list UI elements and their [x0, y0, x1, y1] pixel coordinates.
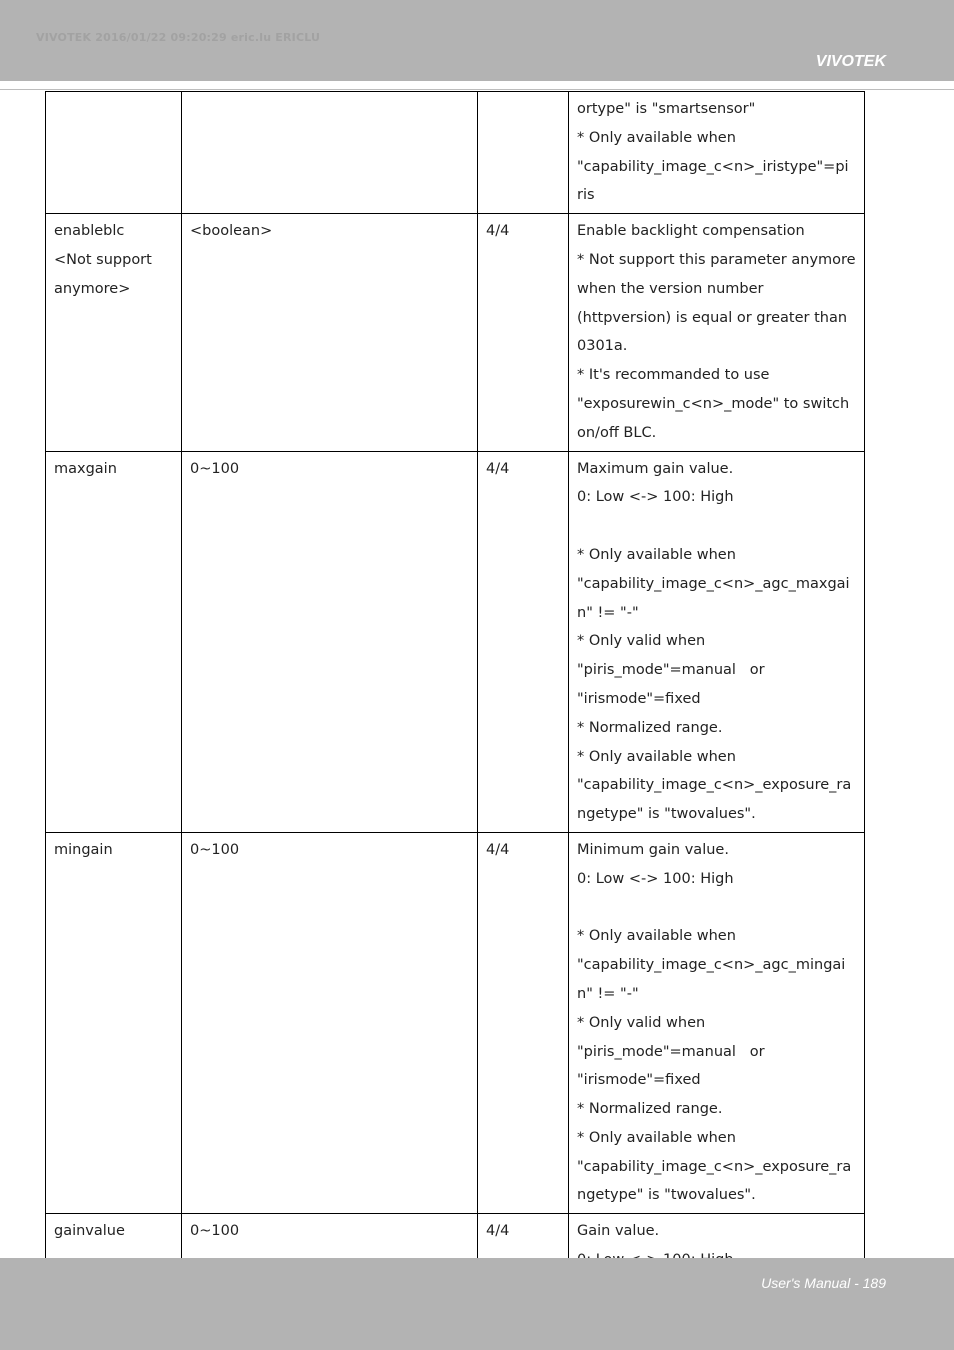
cell-line: Enable backlight compensation — [577, 223, 805, 240]
cell-line: when the version number — [577, 280, 764, 297]
cell-line: * Only valid when — [577, 633, 706, 650]
cell-line — [577, 512, 856, 541]
cell-line: 0301a. — [577, 338, 628, 355]
table-row — [46, 214, 865, 451]
cell-line: ngetype" is "twovalues". — [577, 806, 756, 823]
cell-line: anymore> — [54, 280, 131, 297]
cell-line: * Only available when — [577, 129, 736, 146]
cell-line: "irismode"=fixed — [577, 690, 701, 707]
param-value-cell — [182, 92, 478, 214]
param-description-cell — [569, 451, 865, 832]
cell-line: * Only available when — [577, 546, 736, 563]
cell-line: 0: Low <-> 100: High — [577, 489, 734, 506]
cell-line: gainvalue — [54, 1223, 125, 1240]
cell-line — [577, 894, 856, 923]
param-description-cell — [569, 92, 865, 214]
brand-logo: VIVOTEK — [815, 53, 886, 70]
cell-line: n" != "-" — [577, 985, 639, 1002]
param-security-cell — [478, 832, 569, 1213]
cell-line: 0~100 — [190, 841, 240, 858]
cell-line: ortype" is "smartsensor" — [577, 101, 756, 117]
cell-line: 0: Low <-> 100: High — [577, 870, 734, 887]
cell-line: mingain — [54, 841, 113, 858]
cell-line: Maximum gain value. — [577, 460, 734, 477]
cell-line: n" != "-" — [577, 604, 639, 621]
header-divider — [0, 89, 954, 90]
param-value-cell — [182, 832, 478, 1213]
param-name-cell — [46, 92, 182, 214]
cell-line: ris — [577, 187, 595, 204]
parameter-table — [45, 91, 865, 1279]
page-number: User's Manual - 189 — [761, 1275, 886, 1291]
cell-line: <boolean> — [190, 223, 273, 240]
cell-line: "capability_image_c<n>_agc_maxgai — [577, 575, 850, 592]
cell-line: "piris_mode"=manual or — [577, 1043, 765, 1060]
cell-line: 4/4 — [486, 223, 510, 240]
table-row — [46, 832, 865, 1213]
cell-line: maxgain — [54, 460, 117, 477]
cell-line: "irismode"=fixed — [577, 1072, 701, 1089]
param-security-cell — [478, 92, 569, 214]
cell-line: * Not support this parameter anymore — [577, 251, 856, 268]
cell-line: (httpversion) is equal or greater than — [577, 309, 848, 326]
page-header — [0, 0, 954, 81]
cell-line: 4/4 — [486, 841, 510, 858]
param-security-cell — [478, 451, 569, 832]
cell-line: <Not support — [54, 251, 152, 268]
cell-line: * Only valid when — [577, 1014, 706, 1031]
param-value-cell — [182, 214, 478, 451]
table-row — [46, 451, 865, 832]
cell-line: * Normalized range. — [577, 1101, 723, 1118]
param-value-cell — [182, 451, 478, 832]
param-name-cell — [46, 832, 182, 1213]
cell-line: "capability_image_c<n>_iristype"=pi — [577, 158, 849, 175]
cell-line: * Only available when — [577, 928, 736, 945]
parameter-table-body — [46, 92, 865, 1279]
param-description-cell — [569, 214, 865, 451]
page-footer — [0, 1258, 954, 1350]
cell-line: "piris_mode"=manual or — [577, 662, 765, 679]
cell-line: * It's recommanded to use — [577, 367, 770, 384]
cell-line: * Normalized range. — [577, 719, 723, 736]
cell-line: on/off BLC. — [577, 424, 657, 441]
cell-line: 4/4 — [486, 1223, 510, 1240]
table-row — [46, 92, 865, 214]
cell-line: 0~100 — [190, 460, 240, 477]
param-security-cell — [478, 214, 569, 451]
param-name-cell — [46, 214, 182, 451]
cell-line: Minimum gain value. — [577, 841, 729, 858]
cell-line: Gain value. — [577, 1223, 660, 1240]
cell-line: * Only available when — [577, 1129, 736, 1146]
cell-line: "capability_image_c<n>_agc_mingai — [577, 957, 846, 974]
param-name-cell — [46, 451, 182, 832]
cell-line: enableblc — [54, 223, 125, 240]
cell-line: "capability_image_c<n>_exposure_ra — [577, 777, 852, 794]
cell-line: * Only available when — [577, 748, 736, 765]
param-description-cell — [569, 832, 865, 1213]
cell-line: "capability_image_c<n>_exposure_ra — [577, 1158, 852, 1175]
watermark: VIVOTEK 2016/01/22 09:20:29 eric.lu ERICLU — [36, 31, 321, 44]
cell-line: 4/4 — [486, 460, 510, 477]
cell-line: 0~100 — [190, 1223, 240, 1240]
cell-line: "exposurewin_c<n>_mode" to switch — [577, 395, 850, 412]
cell-line: ngetype" is "twovalues". — [577, 1187, 756, 1204]
